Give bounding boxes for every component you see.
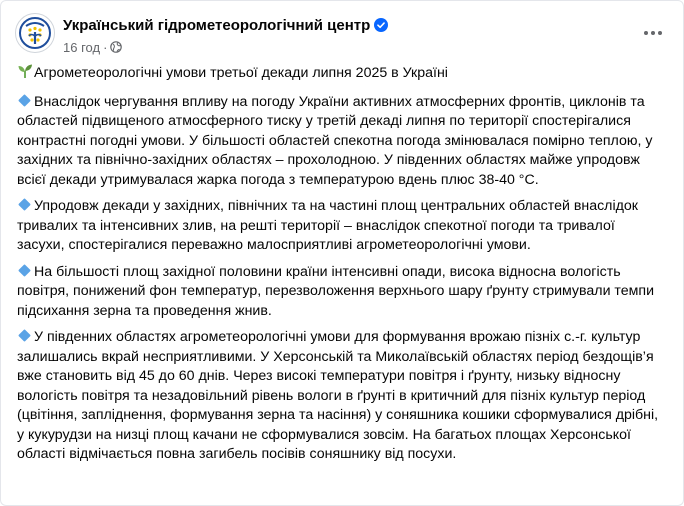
- post-paragraph: [17, 263, 663, 322]
- page-name[interactable]: Український гідрометеорологічний центр: [63, 17, 371, 34]
- page-avatar[interactable]: [15, 13, 55, 53]
- post-timestamp[interactable]: 16 год: [63, 40, 101, 55]
- globe-icon[interactable]: [110, 41, 122, 53]
- hydromet-logo-icon: [16, 14, 54, 52]
- paragraph-text: Упродовж декади у західних, північних та на частині площ центральних областей внаслідок тривалих та інтенсивних злив, на решті території – внаслідок спекотної погоди та тривалої засухи, спостерігалися переважно малосприятливі агрометеорологічні умови.: [17, 198, 638, 253]
- more-options-button[interactable]: [639, 19, 667, 47]
- blue-diamond-icon: [18, 94, 31, 107]
- blue-diamond-icon: [18, 329, 31, 342]
- verified-badge-icon: [374, 18, 388, 32]
- post-title-line: [17, 63, 663, 84]
- paragraph-text: Внаслідок чергування впливу на погоду України активних атмосферних фронтів, циклонів та областей підвищеного атмосферного тиску у третій декаді липня по території спостерігалися контрастні погодні умови. У більшості областей спекотна погода змінювалася помірно теплою, у західних та північно-західних областях – прохолодною. У південних областях майже упродовж всієї декади утримувалася жарка погода з температурою вдень плюс 38-40 °С.: [17, 93, 653, 188]
- seedling-icon: [17, 63, 33, 79]
- paragraph-text: На більшості площ західної половини країни інтенсивні опади, висока відносна вологість повітря, понижений фон температур, перезволоження верхнього шару ґрунту стримували темпи підсихання зерна та проведення жнив.: [17, 263, 655, 319]
- more-options-icon: [643, 30, 663, 36]
- blue-diamond-icon: [18, 198, 31, 211]
- meta-separator: ·: [103, 40, 108, 55]
- page-name-link[interactable]: [63, 17, 388, 34]
- post-title: Агрометеорологічні умови третьої декади липня 2025 в Україні: [34, 65, 448, 81]
- post-paragraph: [17, 197, 663, 256]
- post-header: [15, 13, 669, 59]
- post-paragraph: [17, 93, 663, 191]
- post-body: [17, 63, 663, 472]
- blue-diamond-icon: [18, 264, 31, 277]
- paragraph-text: У південних областях агрометеорологічні умови для формування врожаю пізніх с.-г. культур залишались вкрай несприятливими. У Херсонській та Миколаївській областях період бездощів’я вже становить від 45 до 60 днів. Через високі температури повітря і ґрунту, низьку відносну вологість повітря та незадовільний рівень вологи в ґрунті в критичний для пізніх культур період (цвітіння, запліднення, формування зерна та насіння) у соняшника кошики сформувалися дрібні, у кукурудзи на низці площ качани не сформувалися зовсім. На багатьох площах Херсонської області відмічається повна загибель посівів соняшнику від посухи.: [17, 329, 659, 462]
- post-meta: [63, 40, 122, 55]
- post-paragraph: [17, 328, 663, 465]
